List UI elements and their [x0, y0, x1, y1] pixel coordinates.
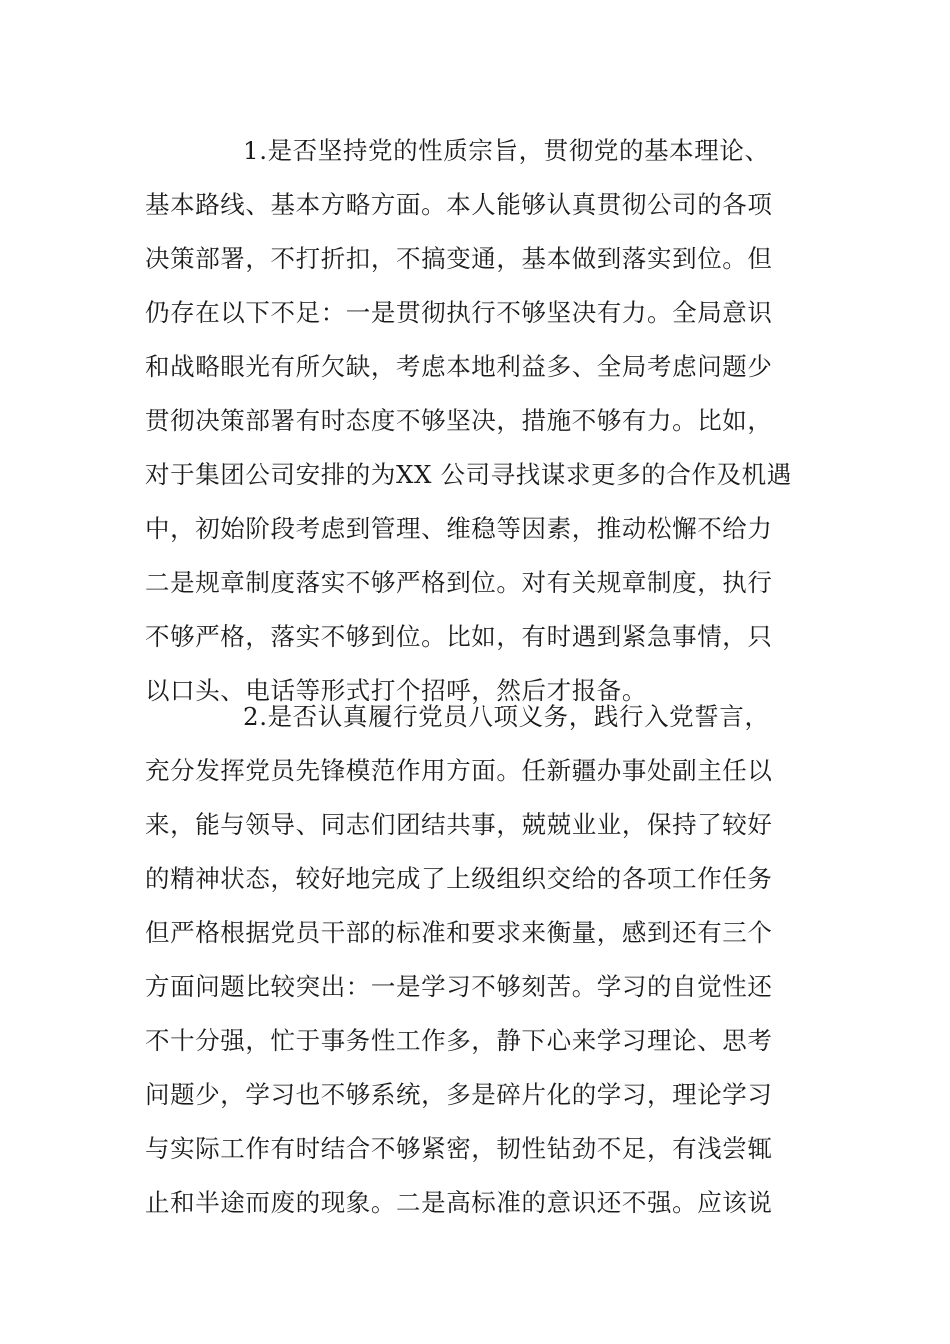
paragraph-line: 方面问题比较突出：一是学习不够刻苦。学习的自觉性还: [145, 972, 773, 1001]
paragraph-1: [145, 124, 817, 718]
paragraph-line: 仍存在以下不足：一是贯彻执行不够坚决有力。全局意识: [145, 298, 773, 327]
paragraph-line: 但严格根据党员干部的标准和要求来衡量，感到还有三个: [145, 918, 773, 947]
paragraph-line: 以口头、电话等形式打个招呼，然后才报备。: [145, 676, 647, 705]
paragraph-line: 的精神状态，较好地完成了上级组织交给的各项工作任务: [145, 864, 773, 893]
paragraph-line: 贯彻决策部署有时态度不够坚决，措施不够有力。比如，: [145, 406, 773, 435]
paragraph-2: [145, 690, 817, 1230]
paragraph-line: 基本路线、基本方略方面。本人能够认真贯彻公司的各项: [145, 190, 773, 219]
paragraph-line: 与实际工作有时结合不够紧密，韧性钻劲不足，有浅尝辄: [145, 1134, 773, 1163]
paragraph-line: 对于集团公司安排的为XX 公司寻找谋求更多的合作及机遇: [145, 460, 792, 489]
paragraph-line: 不够严格，落实不够到位。比如，有时遇到紧急事情，只: [145, 622, 773, 651]
paragraph-line: 问题少，学习也不够系统，多是碎片化的学习，理论学习: [145, 1080, 773, 1109]
paragraph-line: 1.是否坚持党的性质宗旨，贯彻党的基本理论、: [243, 136, 770, 165]
paragraph-line: 止和半途而废的现象。二是高标准的意识还不强。应该说: [145, 1188, 773, 1217]
paragraph-line: 来，能与领导、同志们团结共事，兢兢业业，保持了较好: [145, 810, 773, 839]
paragraph-line: 不十分强，忙于事务性工作多，静下心来学习理论、思考: [145, 1026, 773, 1055]
paragraph-line: 二是规章制度落实不够严格到位。对有关规章制度，执行: [145, 568, 773, 597]
paragraph-line: 2.是否认真履行党员八项义务，践行入党誓言，: [243, 702, 770, 731]
paragraph-line: 中，初始阶段考虑到管理、维稳等因素，推动松懈不给力: [145, 514, 773, 543]
paragraph-line: 决策部署，不打折扣，不搞变通，基本做到落实到位。但: [145, 244, 773, 273]
paragraph-line: 和战略眼光有所欠缺，考虑本地利益多、全局考虑问题少: [145, 352, 773, 381]
paragraph-line: 充分发挥党员先锋模范作用方面。任新疆办事处副主任以: [145, 756, 773, 785]
